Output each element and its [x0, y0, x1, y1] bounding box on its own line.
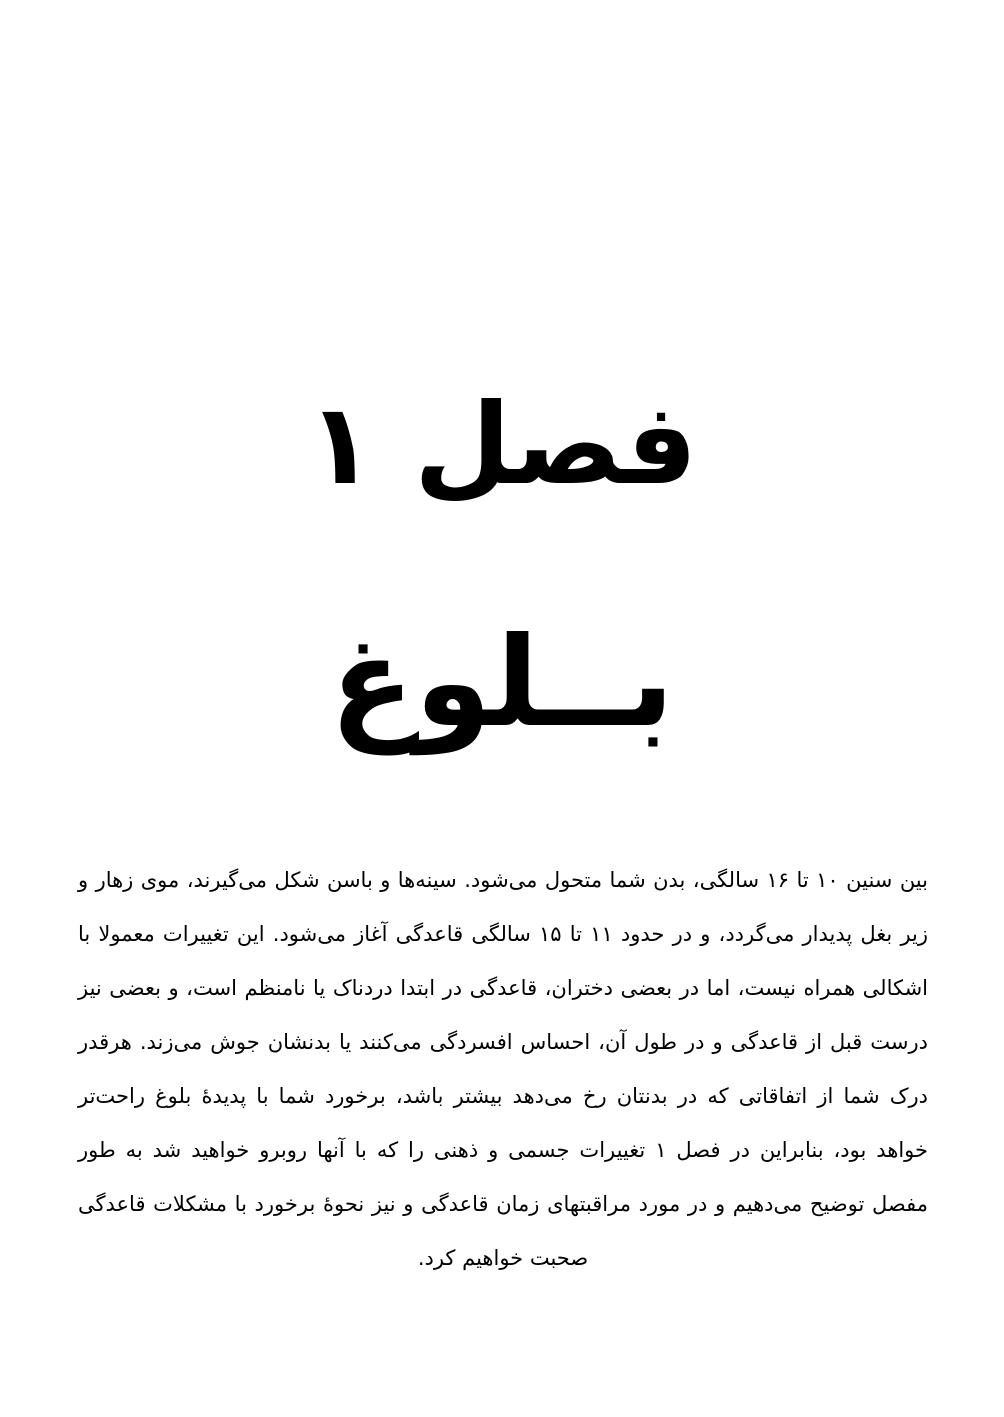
chapter-title-heading: بــلوغ	[329, 610, 675, 755]
chapter-number-heading: فصل ۱	[306, 380, 698, 511]
intro-paragraph: بین سنین ۱۰ تا ۱۶ سالگی، بدن شما متحول می‌شود. سینه‌ها و باسن شکل می‌گیرند، موی زهار و زیر بغل پدیدار می‌گردد، و در حدود ۱۱ تا ۱۵ سالگی قاعدگی آغاز می‌شود. این تغییرات معمولا با اشکالی همراه نیست، اما در بعضی دختران، قاعدگی در ابتدا دردناک یا نامنظم است، و بعضی نیز درست قبل از قاعدگی و در طول آن، احساس افسردگی می‌کنند یا بدنشان جوش می‌زند. هرقدر درک شما از اتفاقاتی که در بدنتان رخ می‌دهد بیشتر باشد، برخورد شما با پدیدهٔ بلوغ راحت‌تر خواهد بود، بنابراین در فصل ۱ تغییرات جسمی و ذهنی را که با آنها روبرو خواهید شد به طور مفصل توضیح می‌دهیم و در مورد مراقبتهای زمان قاعدگی و نیز نحوهٔ برخورد با مشکلات قاعدگی صحبت خواهیم کرد.	[78, 868, 929, 1270]
